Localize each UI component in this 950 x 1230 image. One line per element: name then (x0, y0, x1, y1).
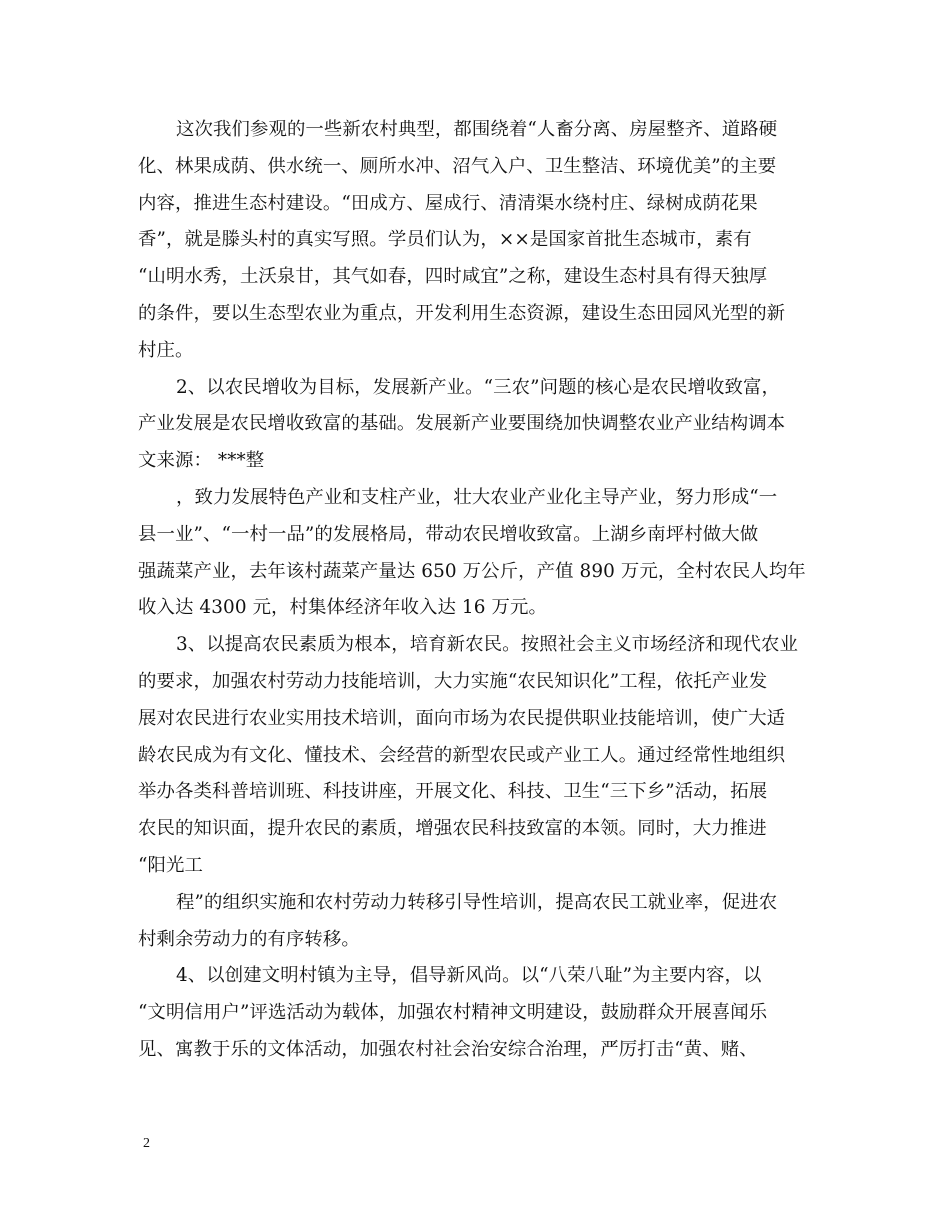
page-number: 2 (143, 1136, 150, 1151)
text-line: 香”，就是滕头村的真实写照。学员们认为，××是国家首批生态城市，素有 (138, 229, 752, 251)
text-line: 产业发展是农民增收致富的基础。发展新产业要围绕加快调整农业产业结构调本 (138, 413, 786, 435)
text-line: “阳光工 (138, 854, 203, 876)
text-line: 村剩余劳动力的有序转移。 (138, 928, 360, 950)
text-line: 3、以提高农民素质为根本，培育新农民。按照社会主义市场经济和现代农业 (176, 634, 798, 656)
text-line: 收入达 4300 元，村集体经济年收入达 16 万元。 (138, 597, 547, 619)
text-line: 的要求，加强农村劳动力技能培训，大力实施“农民知识化”工程，依托产业发 (138, 670, 768, 692)
text-line: “文明信用户”评选活动为载体，加强农村精神文明建设，鼓励群众开展喜闻乐 (138, 1002, 768, 1024)
text-line: 程”的组织实施和农村劳动力转移引导性培训，提高农民工就业率，促进农 (176, 891, 778, 913)
text-line: 举办各类科普培训班、科技讲座，开展文化、科技、卫生“三下乡”活动，拓展 (138, 781, 768, 803)
text-line: 强蔬菜产业，去年该村蔬菜产量达 650 万公斤，产值 890 万元，全村农民人均年 (138, 560, 806, 582)
text-line: “山明水秀，土沃泉甘，其气如春，四时咸宜”之称，建设生态村具有得天独厚 (138, 266, 768, 288)
text-line: 的条件，要以生态型农业为重点，开发利用生态资源，建设生态田园风光型的新 (138, 302, 786, 324)
text-line: 这次我们参观的一些新农村典型，都围绕着“人畜分离、房屋整齐、道路硬 (176, 119, 778, 140)
text-line: 内容，推进生态村建设。“田成方、屋成行、清清渠水绕村庄、绿树成荫花果 (138, 192, 758, 214)
body-text (138, 112, 810, 1069)
text-line: 村庄。 (138, 339, 194, 361)
text-line: 4、以创建文明村镇为主导，倡导新风尚。以“八荣八耻”为主要内容，以 (176, 965, 762, 987)
text-line: 见、寓教于乐的文体活动，加强农村社会治安综合治理，严厉打击“黄、赌、 (138, 1038, 758, 1060)
text-line: ，致力发展特色产业和支柱产业，壮大农业产业化主导产业，努力形成“一 (176, 486, 778, 508)
text-line: 2、以农民增收为目标，发展新产业。“三农”问题的核心是农民增收致富， (176, 376, 781, 398)
text-line: 化、林果成荫、供水统一、厕所水冲、沼气入户、卫生整洁、环境优美”的主要 (138, 155, 777, 177)
text-line: 农民的知识面，提升农民的素质，增强农民科技致富的本领。同时，大力推进 (138, 818, 767, 840)
text-line: 龄农民成为有文化、懂技术、会经营的新型农民或产业工人。通过经常性地组织 (138, 744, 786, 766)
text-line: 县一业”、“一村一品”的发展格局，带动农民增收致富。上湖乡南坪村做大做 (138, 523, 759, 545)
text-line: 展对农民进行农业实用技术培训，面向市场为农民提供职业技能培训，使广大适 (138, 707, 786, 729)
text-line: 文来源： ***整 (138, 450, 265, 472)
